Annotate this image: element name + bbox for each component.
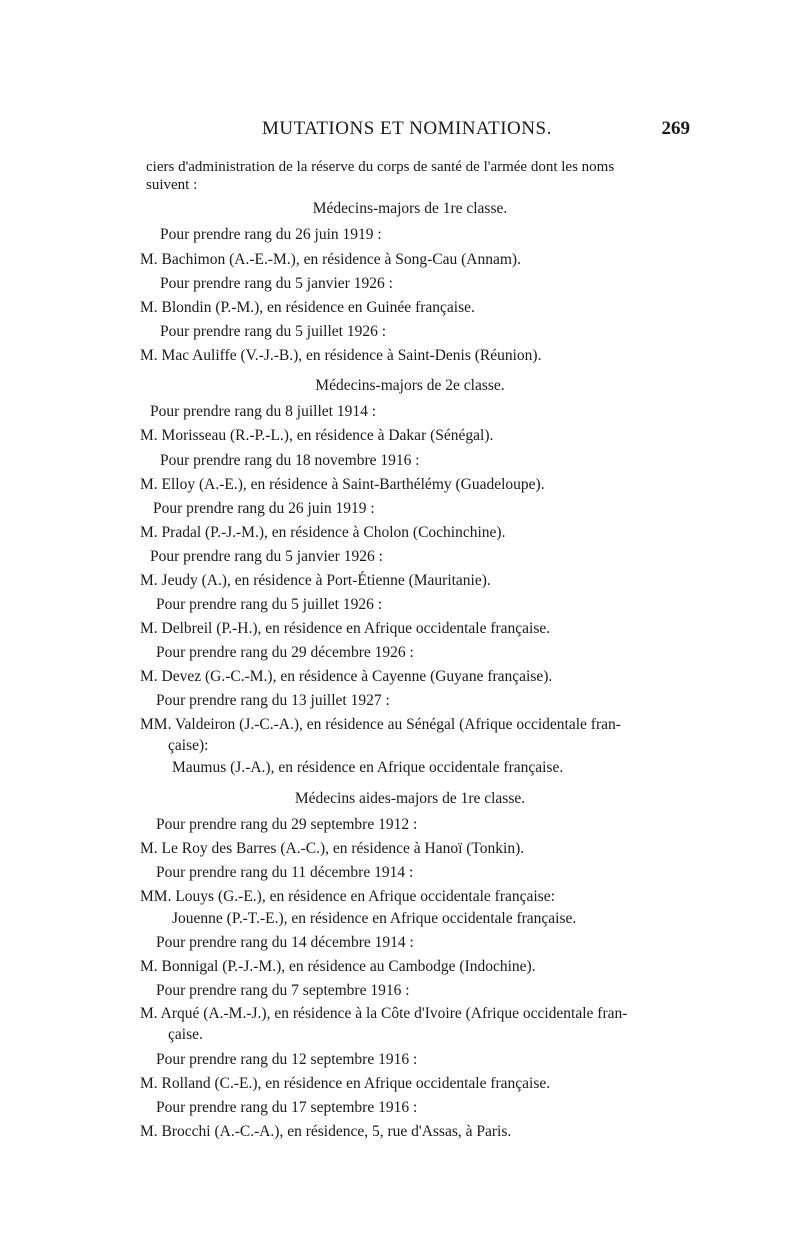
running-title: MUTATIONS ET NOMINATIONS.: [262, 118, 552, 139]
rank-date-line: Pour prendre rang du 12 septembre 1916 :: [156, 1051, 418, 1068]
page-header: [150, 118, 690, 142]
rank-date-line: Pour prendre rang du 26 juin 1919 :: [153, 500, 375, 517]
appointment-entry: M. Elloy (A.-E.), en résidence à Saint-Barthélémy (Guadeloupe).: [140, 476, 545, 493]
appointment-entry: M. Le Roy des Barres (A.-C.), en résidence à Hanoï (Tonkin).: [140, 840, 525, 857]
rank-date-line: Pour prendre rang du 17 septembre 1916 :: [156, 1099, 418, 1116]
section-heading: Médecins-majors de 2e classe.: [315, 377, 505, 394]
appointment-entry: M. Pradal (P.-J.-M.), en résidence à Cholon (Cochinchine).: [140, 524, 506, 541]
appointment-entry: M. Delbreil (P.-H.), en résidence en Afrique occidentale française.: [140, 620, 551, 637]
appointment-entry: M. Morisseau (R.-P.-L.), en résidence à Dakar (Sénégal).: [140, 427, 494, 444]
rank-date-line: Pour prendre rang du 26 juin 1919 :: [160, 226, 382, 243]
appointment-entry: MM. Louys (G.-E.), en résidence en Afrique occidentale française:: [140, 888, 555, 905]
appointment-entry: Maumus (J.-A.), en résidence en Afrique occidentale française.: [172, 759, 564, 776]
rank-date-line: Pour prendre rang du 5 juillet 1926 :: [160, 323, 386, 340]
rank-date-line: Pour prendre rang du 11 décembre 1914 :: [156, 864, 414, 881]
rank-date-line: Pour prendre rang du 13 juillet 1927 :: [156, 692, 390, 709]
intro-paragraph: [146, 158, 676, 194]
appointment-entry: M. Bonnigal (P.-J.-M.), en résidence au Cambodge (Indochine).: [140, 958, 536, 975]
appointment-entry: M. Arqué (A.-M.-J.), en résidence à la Côte d'Ivoire (Afrique occidentale fran-: [140, 1005, 628, 1022]
rank-date-line: Pour prendre rang du 29 décembre 1926 :: [156, 644, 414, 661]
appointment-entry: M. Brocchi (A.-C.-A.), en résidence, 5, rue d'Assas, à Paris.: [140, 1123, 512, 1140]
appointment-entry: M. Jeudy (A.), en résidence à Port-Étienne (Mauritanie).: [140, 572, 491, 589]
appointment-entry-continuation: çaise.: [168, 1026, 203, 1043]
appointment-entry: M. Mac Auliffe (V.-J.-B.), en résidence à Saint-Denis (Réunion).: [140, 347, 542, 364]
appointment-entry: M. Blondin (P.-M.), en résidence en Guinée française.: [140, 299, 475, 316]
page-number: 269: [661, 118, 690, 139]
rank-date-line: Pour prendre rang du 5 janvier 1926 :: [160, 275, 393, 292]
rank-date-line: Pour prendre rang du 5 juillet 1926 :: [156, 596, 382, 613]
appointment-entry-continuation: çaise):: [168, 737, 209, 754]
intro-line: suivent :: [146, 177, 198, 193]
rank-date-line: Pour prendre rang du 18 novembre 1916 :: [160, 452, 420, 469]
rank-date-line: Pour prendre rang du 29 septembre 1912 :: [156, 816, 418, 833]
appointment-entry: M. Devez (G.-C.-M.), en résidence à Cayenne (Guyane française).: [140, 668, 553, 685]
rank-date-line: Pour prendre rang du 14 décembre 1914 :: [156, 934, 414, 951]
section-heading: Médecins-majors de 1re classe.: [312, 200, 508, 217]
section-heading: Médecins aides-majors de 1re classe.: [294, 790, 526, 807]
rank-date-line: Pour prendre rang du 8 juillet 1914 :: [150, 403, 376, 420]
rank-date-line: Pour prendre rang du 7 septembre 1916 :: [156, 982, 410, 999]
intro-line: ciers d'administration de la réserve du corps de santé de l'armée dont les noms: [146, 159, 615, 175]
appointment-entry: MM. Valdeiron (J.-C.-A.), en résidence au Sénégal (Afrique occidentale fran-: [140, 716, 621, 733]
appointment-entry: M. Rolland (C.-E.), en résidence en Afrique occidentale française.: [140, 1075, 551, 1092]
appointment-entry: M. Bachimon (A.-E.-M.), en résidence à Song-Cau (Annam).: [140, 251, 521, 268]
appointment-entry: Jouenne (P.-T.-E.), en résidence en Afrique occidentale française.: [172, 910, 577, 927]
rank-date-line: Pour prendre rang du 5 janvier 1926 :: [150, 548, 383, 565]
